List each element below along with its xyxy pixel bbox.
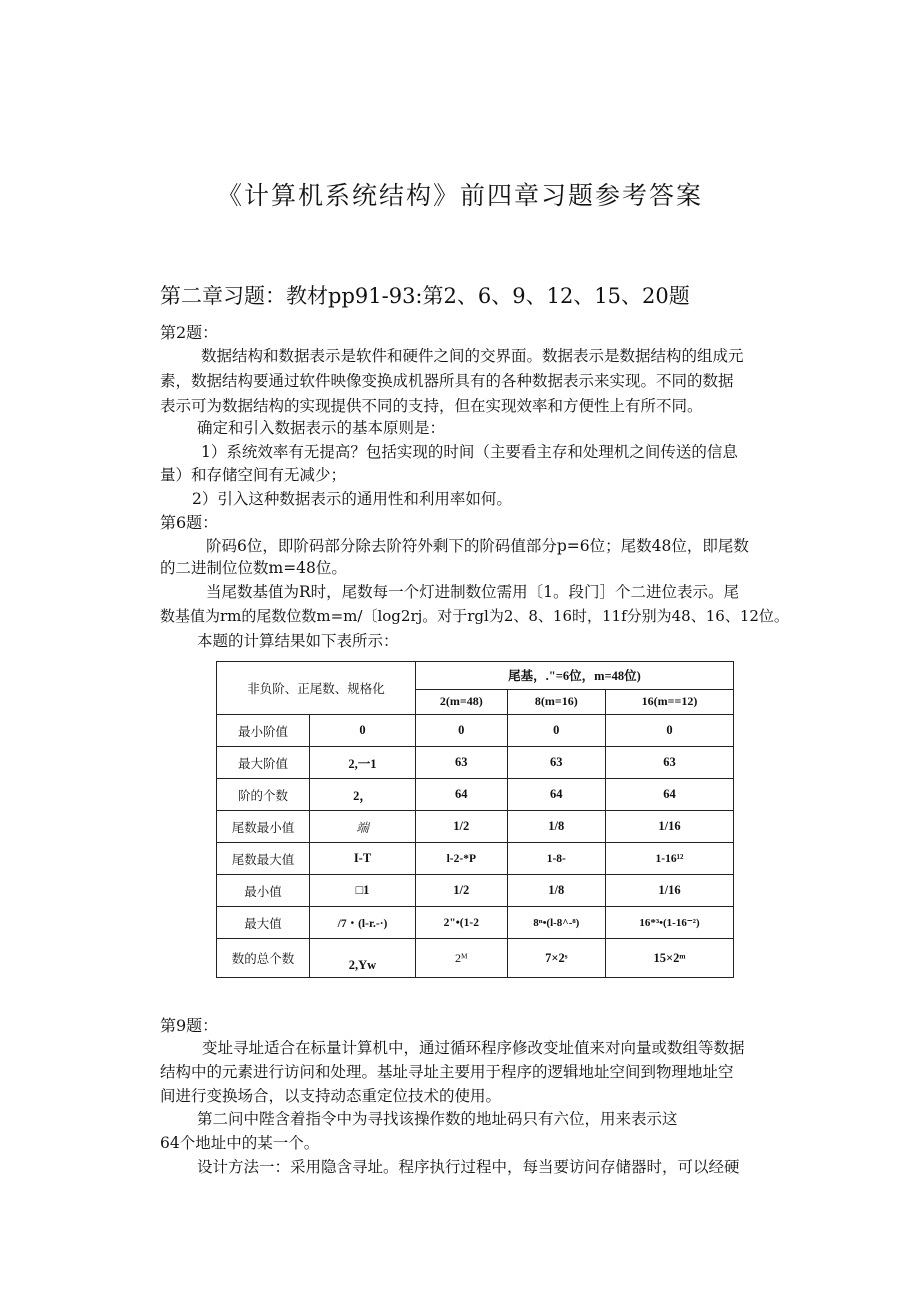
q2-line-2: 素，数据结构要通过软件映像变换成机器所具有的各种数据表示来实现。不同的数据 — [160, 372, 734, 390]
table-cell: 1-16¹² — [605, 843, 733, 875]
table-cell: 64 — [416, 779, 508, 811]
table-cell: 1/2 — [416, 811, 508, 843]
q2-heading: 第2题： — [160, 323, 219, 342]
row-formula: 2， — [310, 779, 416, 811]
table-row — [217, 843, 734, 875]
q9-line-5: 64个地址中的某一个。 — [160, 1134, 320, 1152]
table-cell: 0 — [507, 715, 605, 747]
table-row — [217, 907, 734, 939]
q9-line-3: 间进行变换场合，以支持动态重定位技术的使用。 — [160, 1087, 502, 1105]
q6-line-2: 的二进制位位数m=48位。 — [160, 559, 347, 577]
q6-line-1: 阶码6位，即阶码部分除去阶符外剩下的阶码值部分p=6位；尾数48位，即尾数 — [206, 537, 749, 555]
q9-line-2: 结构中的元素进行访问和处理。基址寻址主要用于程序的逻辑地址空间到物理地址空 — [160, 1063, 734, 1081]
table-cell: 63 — [416, 747, 508, 779]
q2-line-3: 表示可为数据结构的实现提供不同的支持，但在实现效率和方便性上有所不同。 — [160, 397, 703, 415]
table-cell: 16*³•(1-16⁻²) — [605, 907, 733, 939]
row-label: 最小阶值 — [217, 715, 310, 747]
chapter-heading: 第二章习题：教材pp91-93:第2、6、9、12、15、20题 — [160, 284, 690, 308]
row-label: 尾数最小值 — [217, 811, 310, 843]
q6-heading: 第6题： — [160, 513, 219, 532]
table-corner-header: 非负阶、正尾数、规格化 — [217, 662, 416, 715]
q2-line-5: 1）系统效率有无提高？包括实现的时间（主要看主存和处理机之间传送的信息 — [201, 443, 738, 461]
q2-line-1: 数据结构和数据表示是软件和硬件之间的交界面。数据表示是数据结构的组成元 — [201, 347, 744, 365]
column-header: 16(m==12) — [605, 689, 733, 714]
row-formula: □1 — [310, 875, 416, 907]
table-group-header: 尾基，."=6位，m=48位) — [416, 662, 734, 690]
row-label: 尾数最大值 — [217, 843, 310, 875]
table-row — [217, 779, 734, 811]
row-formula: 2,Yw — [310, 939, 416, 978]
q2-line-6: 量）和存储空间有无减少； — [160, 466, 347, 484]
table-cell: 1/16 — [605, 811, 733, 843]
q6-line-5: 本题的计算结果如下表所示： — [197, 632, 399, 650]
row-label: 最大阶值 — [217, 747, 310, 779]
row-label: 最大值 — [217, 907, 310, 939]
q2-line-7: 2）引入这种数据表示的通用性和利用率如何。 — [192, 490, 512, 508]
row-label: 数的总个数 — [217, 939, 310, 978]
table-cell: 1/2 — [416, 875, 508, 907]
q9-line-4: 第二问中陛含着指令中为寻找该操作数的地址码只有六位，用来表示这 — [197, 1110, 678, 1128]
table-cell: 1-8- — [507, 843, 605, 875]
table-row — [217, 811, 734, 843]
table-cell: 64 — [507, 779, 605, 811]
row-label: 最小值 — [217, 875, 310, 907]
table-cell: 15×2ᵐ — [605, 939, 733, 978]
table-cell: 0 — [605, 715, 733, 747]
row-formula: I-T — [310, 843, 416, 875]
table-cell: 63 — [507, 747, 605, 779]
table-cell: 64 — [605, 779, 733, 811]
row-formula: /7・(l-r.-·) — [310, 907, 416, 939]
table-cell: 8ⁿ•(l-8^-⁸) — [507, 907, 605, 939]
column-header: 2(m=48) — [416, 689, 508, 714]
q2-line-4: 确定和引入数据表示的基本原则是： — [197, 419, 446, 437]
column-header: 8(m=16) — [507, 689, 605, 714]
table-cell: 2"•(1-2 — [416, 907, 508, 939]
table-cell: 0 — [416, 715, 508, 747]
table-row — [217, 715, 734, 747]
q9-heading: 第9题： — [160, 1016, 219, 1035]
results-table — [216, 661, 734, 978]
document-title: 《计算机系统结构》前四章习题参考答案 — [216, 181, 703, 210]
table-cell: 1/8 — [507, 811, 605, 843]
table-cell: 1/8 — [507, 875, 605, 907]
table-cell: 63 — [605, 747, 733, 779]
row-label: 阶的个数 — [217, 779, 310, 811]
q6-line-3: 当尾数基值为R时，尾数每一个灯进制数位需用〔1。段门］个二进位表示。尾 — [206, 583, 740, 601]
table-row — [217, 939, 734, 978]
row-formula: 0 — [310, 715, 416, 747]
q9-line-1: 变址寻址适合在标量计算机中，通过循环程序修改变址值来对向量或数组等数据 — [202, 1039, 745, 1057]
table-row — [217, 747, 734, 779]
table-cell: 7×2ˢ — [507, 939, 605, 978]
table-cell: 1/16 — [605, 875, 733, 907]
q6-line-4: 数基值为rm的尾数位数m=m/〔log2rj。对于rgl为2、8、16时，11f分别为48、16、12位。 — [160, 607, 789, 625]
q9-line-6: 设计方法一：采用隐含寻址。程序执行过程中，每当要访问存储器时，可以经硬 — [197, 1158, 740, 1176]
table-row — [217, 875, 734, 907]
table-cell: 2ᴹ — [416, 939, 508, 978]
row-formula: 端 — [310, 811, 416, 843]
row-formula: 2,一1 — [310, 747, 416, 779]
table-cell: l-2-*P — [416, 843, 508, 875]
